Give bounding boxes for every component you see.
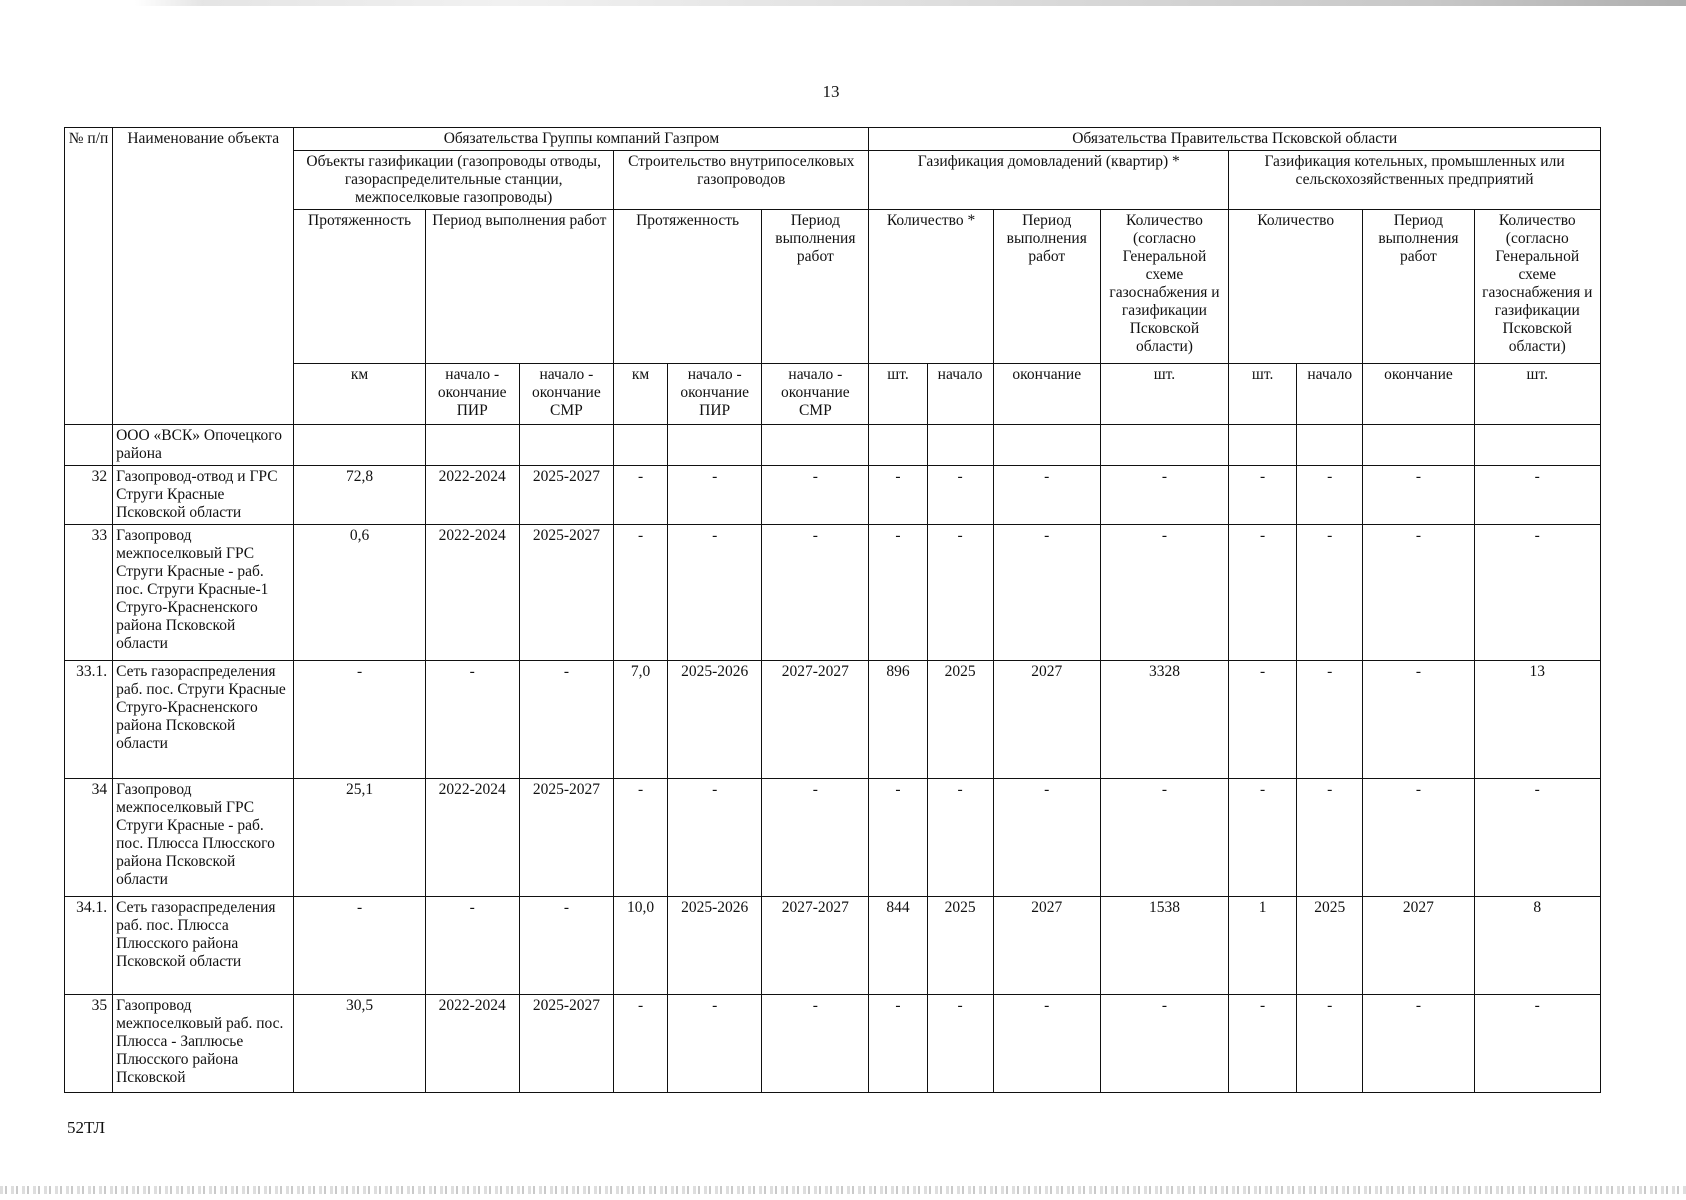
row-cell: 896: [869, 661, 927, 779]
header-length-2: Протяженность: [613, 210, 761, 364]
row-cell: -: [1297, 661, 1363, 779]
section-empty: [1297, 425, 1363, 466]
row-cell: -: [927, 779, 993, 897]
row-cell: -: [425, 897, 519, 995]
table-row: [65, 466, 1601, 525]
row-cell: -: [762, 779, 869, 897]
row-cell: -: [1474, 525, 1600, 661]
row-cell: -: [613, 995, 667, 1093]
row-cell: -: [762, 995, 869, 1093]
row-cell: -: [1229, 525, 1297, 661]
row-name: Газопровод межпоселковый ГРС Струги Красные - раб. пос. Струги Красные-1 Струго-Красненского района Псковской области: [113, 525, 294, 661]
row-cell: -: [927, 466, 993, 525]
row-cell: -: [1474, 466, 1600, 525]
row-num: 34.1.: [65, 897, 113, 995]
header-period-3: Период выполнения работ: [993, 210, 1100, 364]
row-cell: -: [993, 995, 1100, 1093]
row-cell: 10,0: [613, 897, 667, 995]
row-cell: 30,5: [294, 995, 425, 1093]
row-cell: -: [1363, 525, 1474, 661]
row-cell: -: [1363, 779, 1474, 897]
row-name: Газопровод межпоселковый ГРС Струги Красные - раб. пос. Плюсса Плюсского района Псковской области: [113, 779, 294, 897]
row-cell: -: [1363, 995, 1474, 1093]
row-cell: 1: [1229, 897, 1297, 995]
row-cell: -: [869, 779, 927, 897]
row-cell: -: [1229, 779, 1297, 897]
row-cell: -: [1363, 661, 1474, 779]
row-num: 33.1.: [65, 661, 113, 779]
row-cell: 8: [1474, 897, 1600, 995]
header-row-3: [65, 210, 1601, 364]
unit-cell: окончание: [993, 364, 1100, 425]
table-row: [65, 995, 1601, 1093]
scan-edge-top: [0, 0, 1686, 6]
row-name: Газопровод-отвод и ГРС Струги Красные Псковской области: [113, 466, 294, 525]
row-cell: 2027: [993, 897, 1100, 995]
row-cell: -: [1297, 779, 1363, 897]
row-cell: 2025-2027: [519, 995, 613, 1093]
header-period-2: Период выполнения работ: [762, 210, 869, 364]
header-length-1: Протяженность: [294, 210, 425, 364]
row-cell: 2022-2024: [425, 779, 519, 897]
row-cell: -: [668, 525, 762, 661]
section-empty: [668, 425, 762, 466]
row-num: 34: [65, 779, 113, 897]
table-row: [65, 525, 1601, 661]
section-empty: [762, 425, 869, 466]
header-group-gov: Обязательства Правительства Псковской области: [869, 128, 1601, 151]
table-row: [65, 661, 1601, 779]
header-row-2: [65, 151, 1601, 210]
row-num: 33: [65, 525, 113, 661]
row-cell: 2027: [993, 661, 1100, 779]
header-objects: Объекты газификации (газопроводы отводы, газораспределительные станции, межпоселковые газопроводы): [294, 151, 614, 210]
unit-cell: шт.: [1229, 364, 1297, 425]
row-cell: 0,6: [294, 525, 425, 661]
row-cell: -: [762, 525, 869, 661]
section-empty: [519, 425, 613, 466]
row-cell: -: [927, 995, 993, 1093]
unit-cell: шт.: [1100, 364, 1228, 425]
row-cell: 13: [1474, 661, 1600, 779]
row-cell: 2025: [927, 897, 993, 995]
row-cell: -: [425, 661, 519, 779]
row-cell: 2025: [927, 661, 993, 779]
unit-cell: начало - окончание ПИР: [668, 364, 762, 425]
header-construction: Строительство внутрипоселковых газопроводов: [613, 151, 868, 210]
unit-cell: начало: [1297, 364, 1363, 425]
row-cell: -: [519, 661, 613, 779]
section-row: [65, 425, 1601, 466]
header-row-1: [65, 128, 1601, 151]
row-cell: -: [519, 897, 613, 995]
unit-cell: км: [294, 364, 425, 425]
row-cell: -: [668, 466, 762, 525]
units-row: [65, 364, 1601, 425]
row-name: Газопровод межпоселковый раб. пос. Плюсса - Заплюсье Плюсского района Псковской: [113, 995, 294, 1093]
section-empty: [1229, 425, 1297, 466]
section-num-empty: [65, 425, 113, 466]
row-cell: -: [1297, 525, 1363, 661]
section-empty: [294, 425, 425, 466]
header-name: Наименование объекта: [113, 128, 294, 425]
row-cell: -: [668, 779, 762, 897]
scan-edge-bottom: [0, 1186, 1686, 1194]
unit-cell: шт.: [869, 364, 927, 425]
row-cell: -: [1474, 779, 1600, 897]
row-cell: 3328: [1100, 661, 1228, 779]
row-cell: -: [1100, 466, 1228, 525]
row-cell: 2025-2027: [519, 779, 613, 897]
header-group-gazprom: Обязательства Группы компаний Газпром: [294, 128, 869, 151]
row-cell: 2027-2027: [762, 661, 869, 779]
row-cell: 2025-2027: [519, 466, 613, 525]
gasification-table: [64, 127, 1601, 1093]
unit-cell: км: [613, 364, 667, 425]
header-period-4: Период выполнения работ: [1363, 210, 1474, 364]
table-row: [65, 897, 1601, 995]
row-cell: -: [1100, 525, 1228, 661]
row-cell: -: [1229, 466, 1297, 525]
row-cell: 2025-2026: [668, 661, 762, 779]
row-cell: 72,8: [294, 466, 425, 525]
row-cell: -: [1474, 995, 1600, 1093]
header-households: Газификация домовладений (квартир) *: [869, 151, 1229, 210]
section-title: ООО «ВСК» Опочецкого района: [113, 425, 294, 466]
section-empty: [993, 425, 1100, 466]
header-num: № п/п: [65, 128, 113, 425]
row-cell: -: [668, 995, 762, 1093]
footer-code: 52ТЛ: [67, 1118, 106, 1137]
section-empty: [1363, 425, 1474, 466]
row-cell: 2027: [1363, 897, 1474, 995]
table-row: [65, 779, 1601, 897]
row-cell: 2027-2027: [762, 897, 869, 995]
row-cell: 844: [869, 897, 927, 995]
row-cell: -: [294, 897, 425, 995]
unit-cell: начало - окончание ПИР: [425, 364, 519, 425]
row-cell: -: [927, 525, 993, 661]
header-qty-scheme-2: Количество (согласно Генеральной схеме газоснабжения и газификации Псковской области): [1474, 210, 1600, 364]
header-qty-scheme-1: Количество (согласно Генеральной схеме газоснабжения и газификации Псковской области): [1100, 210, 1228, 364]
header-qty-plain: Количество: [1229, 210, 1363, 364]
header-boilers: Газификация котельных, промышленных или сельскохозяйственных предприятий: [1229, 151, 1601, 210]
header-period-1: Период выполнения работ: [425, 210, 613, 364]
section-empty: [869, 425, 927, 466]
row-cell: -: [993, 779, 1100, 897]
row-cell: -: [993, 466, 1100, 525]
row-cell: 2025-2027: [519, 525, 613, 661]
row-cell: -: [1363, 466, 1474, 525]
unit-cell: начало - окончание СМР: [762, 364, 869, 425]
row-cell: -: [869, 525, 927, 661]
row-cell: -: [294, 661, 425, 779]
row-name: Сеть газораспределения раб. пос. Плюсса Плюсского района Псковской области: [113, 897, 294, 995]
unit-cell: начало - окончание СМР: [519, 364, 613, 425]
row-cell: 25,1: [294, 779, 425, 897]
row-cell: -: [1229, 995, 1297, 1093]
unit-cell: окончание: [1363, 364, 1474, 425]
row-cell: -: [613, 525, 667, 661]
page-number: 13: [822, 82, 840, 101]
row-name: Сеть газораспределения раб. пос. Струги Красные Струго-Красненского района Псковской области: [113, 661, 294, 779]
row-cell: 1538: [1100, 897, 1228, 995]
row-cell: -: [1297, 995, 1363, 1093]
row-cell: -: [613, 466, 667, 525]
section-empty: [1100, 425, 1228, 466]
row-cell: 7,0: [613, 661, 667, 779]
row-cell: -: [869, 466, 927, 525]
row-cell: 2022-2024: [425, 466, 519, 525]
header-qty-star: Количество *: [869, 210, 993, 364]
row-cell: -: [993, 525, 1100, 661]
section-empty: [927, 425, 993, 466]
section-empty: [1474, 425, 1600, 466]
row-cell: 2022-2024: [425, 525, 519, 661]
unit-cell: шт.: [1474, 364, 1600, 425]
unit-cell: начало: [927, 364, 993, 425]
row-cell: -: [1100, 779, 1228, 897]
row-cell: -: [1297, 466, 1363, 525]
section-empty: [613, 425, 667, 466]
row-cell: 2025: [1297, 897, 1363, 995]
row-cell: -: [613, 779, 667, 897]
row-cell: -: [869, 995, 927, 1093]
row-num: 35: [65, 995, 113, 1093]
row-cell: -: [1229, 661, 1297, 779]
row-cell: 2022-2024: [425, 995, 519, 1093]
row-cell: -: [1100, 995, 1228, 1093]
row-cell: -: [762, 466, 869, 525]
row-cell: 2025-2026: [668, 897, 762, 995]
section-empty: [425, 425, 519, 466]
row-num: 32: [65, 466, 113, 525]
